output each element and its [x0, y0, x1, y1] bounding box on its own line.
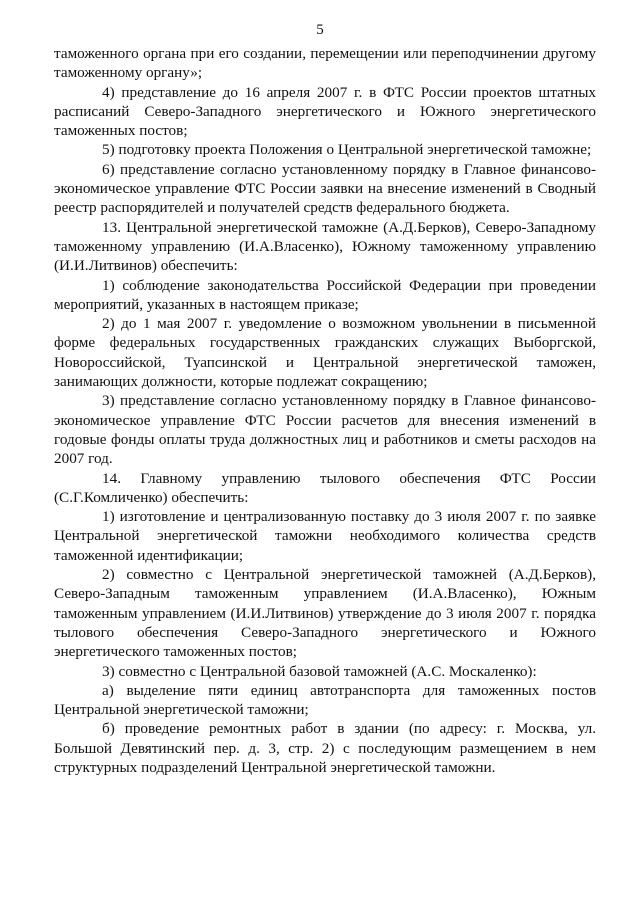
paragraph: а) выделение пяти единиц автотранспорта для таможенных постов Центральной энергетической таможни;	[54, 681, 596, 719]
paragraph: б) проведение ремонтных работ в здании (по адресу: г. Москва, ул. Большой Девятинский пер. д. 3, стр. 2) с последующим размещением в нем структурных подразделений Центральной энергетической таможни.	[54, 720, 596, 776]
paragraph: 13. Центральной энергетической таможне (А.Д.Берков), Северо-Западному таможенному управлению (И.А.Власенко), Южному таможенному управлению (И.И.Литвинов) обеспечить:	[54, 218, 596, 275]
paragraph: 1) изготовление и централизованную поставку до 3 июля 2007 г. по заявке Центральной энергетической таможни необходимого количества средств таможенной идентификации;	[54, 508, 596, 564]
paragraph: 2) до 1 мая 2007 г. уведомление о возможном увольнении в письменной форме федеральных государственных гражданских служащих Выборгской, Новороссийской, Туапсинской и Центральной энергетической таможен, занимающих должности, которые подлежат сокращению;	[54, 315, 596, 391]
paragraph: 6) представление согласно установленному порядку в Главное финансово-экономическое управление ФТС России заявки на внесение изменений в Сводный реестр распорядителей и получателей средств федерального бюджета.	[54, 160, 596, 217]
paragraph: 5) подготовку проекта Положения о Центральной энергетической таможне;	[102, 141, 592, 159]
paragraph: 3) представление согласно установленному порядку в Главное финансово-экономическое управление ФТС России расчетов для внесения изменений в годовые фонды оплаты труда должностных лиц и работников и сметы расходов на 2007 год.	[54, 392, 596, 468]
paragraph: 3) совместно с Центральной базовой таможней (А.С. Москаленко):	[102, 662, 537, 680]
document-body	[54, 44, 596, 777]
paragraph: 4) представление до 16 апреля 2007 г. в ФТС России проектов штатных расписаний Северо-Западного энергетического и Южного энергетического таможенных постов;	[54, 83, 596, 140]
paragraph: таможенного органа при его создании, перемещении или переподчинении другому таможенному органу»;	[54, 45, 596, 82]
paragraph: 2) совместно с Центральной энергетической таможней (А.Д.Берков), Северо-Западным таможенным управлением (И.А.Власенко), Южным таможенным управлением (И.И.Литвинов) утверждение до 3 июля 2007 г. порядка тылового обеспечения Северо-Западного энергетического и Южного энергетического таможенных постов;	[54, 566, 596, 661]
paragraph: 1) соблюдение законодательства Российской Федерации при проведении мероприятий, указанных в настоящем приказе;	[54, 276, 596, 313]
page-number: 5	[316, 22, 324, 38]
paragraph: 14. Главному управлению тылового обеспечения ФТС России (С.Г.Комличенко) обеспечить:	[54, 469, 596, 506]
